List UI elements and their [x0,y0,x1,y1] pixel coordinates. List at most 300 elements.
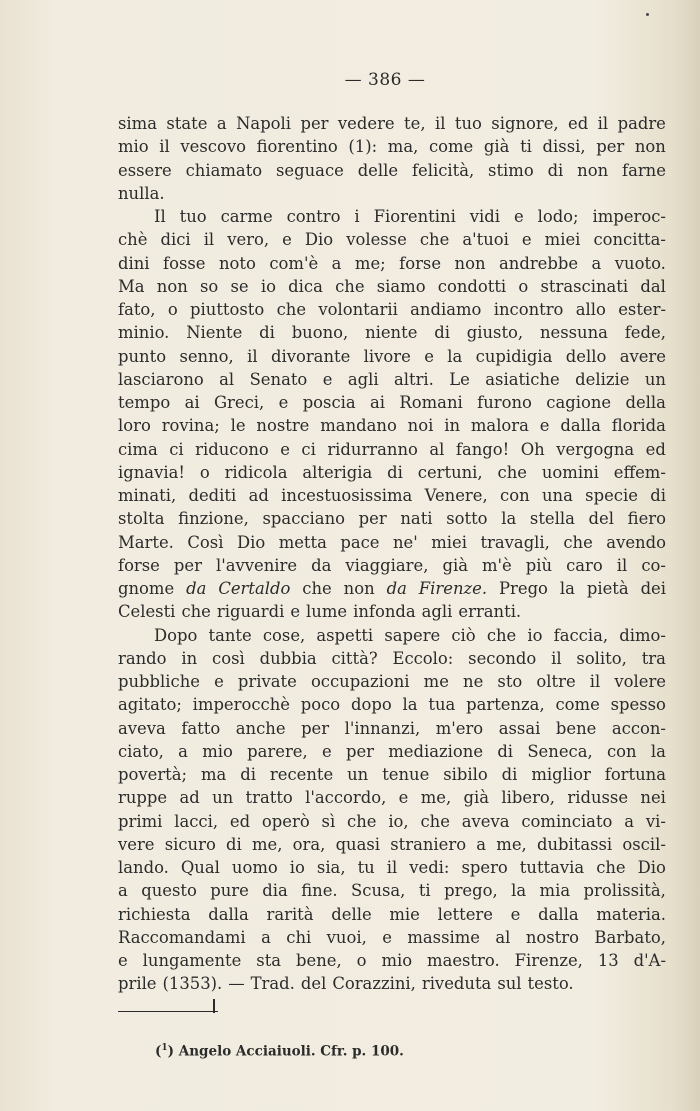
word: caro [566,555,603,575]
word: non [634,137,666,157]
word: private [237,672,297,691]
word: travagli, [480,532,550,552]
text-line [118,461,666,484]
word: (1353). [162,974,223,994]
word: tua [428,695,456,715]
word: un [644,369,666,389]
word: nulla. [118,183,165,203]
word: così [212,648,245,668]
word: Così [187,532,224,552]
word: minati, [118,486,177,505]
word: Oh [520,439,545,459]
word: al [495,927,511,947]
word: anche [235,718,286,738]
word: pubbliche [118,672,200,691]
word: rando [118,648,167,668]
word: e [521,230,532,250]
word: Barbato, [594,927,666,947]
word: tempo [118,393,171,412]
word: faccia, [553,625,609,645]
word: stella [529,509,575,529]
word: me, [251,834,283,854]
word: agitato; [118,695,182,715]
footnote-text: Angelo Acciaiuoli. Cfr. p. 100. [178,1043,404,1060]
word: dici [160,230,191,250]
word: chi [286,927,312,947]
text-line [118,252,666,275]
word: lodo; [537,207,579,226]
word: delle [357,160,399,180]
word: ridurranno [327,439,418,459]
word: uomo [231,858,278,877]
text-line [118,833,666,856]
word: Firenze. [418,579,488,598]
word: aveva [118,718,166,738]
word: e [539,416,550,436]
text-line [118,182,666,205]
word: asiatiche [485,369,560,389]
word: operò [261,811,310,831]
word: vuoi, [326,927,367,947]
text-line [118,414,666,437]
word: o [199,462,210,482]
word: massime [407,927,480,947]
word: noto [218,253,256,273]
word: piuttosto [190,300,265,319]
word: lando. [118,858,169,877]
word: a'tuoi [462,230,509,250]
word: che [420,811,450,831]
text-line [118,554,666,577]
word: di [650,486,666,505]
word: Ma [118,276,145,296]
word: sotto [446,509,488,529]
word: contro [286,207,341,226]
word: Firenze, [514,951,583,970]
text-line [118,926,666,949]
word: chè [118,230,148,250]
word: dissi, [542,137,586,157]
word: bene, [296,951,342,970]
word: stolta [118,509,165,529]
word: incestuosissima [281,486,413,505]
text-line [118,438,666,461]
word: che [563,532,593,552]
word: ai [184,393,200,412]
word: nostre [256,416,310,436]
word: specie [585,486,638,505]
text-line [118,717,666,740]
word: come [555,695,600,715]
word: lungamente [142,951,242,970]
word: me, [420,788,452,808]
footnote: ($^1$) Angelo Acciaiuoli. Cfr. p. 100. [155,1043,404,1060]
word: prile [118,974,157,994]
word: più [525,555,553,575]
word: poscia [302,393,356,412]
word: Dio [637,858,666,877]
word: io, [388,811,409,831]
word: testo. [527,974,574,994]
word: mio [118,137,149,157]
word: povertà; [118,765,188,784]
word: essere [118,160,172,180]
word: per [596,137,625,157]
word: Dopo [154,625,198,645]
word: solito, [576,648,627,668]
word: Venere, [424,486,488,505]
word: strascinati [540,276,629,296]
word: chiamato [185,160,263,180]
word: che [596,858,626,877]
word: sapere [384,625,441,645]
word: rarità [266,904,314,924]
word: a [591,253,602,273]
word: m'ero [435,718,484,738]
word: erranti. [458,602,522,622]
word: ora, [292,834,326,854]
word: pure [210,881,249,901]
word: tuo [454,114,482,133]
word: la [511,881,527,901]
word: agli [421,602,453,622]
word: partenza, [466,695,545,715]
word: signore, [491,114,559,133]
word: allo [575,300,606,319]
word: ti [520,137,532,157]
word: sì [321,811,336,831]
word: imperocchè [192,695,290,715]
word: condotti [437,276,507,296]
word: ma [200,765,227,784]
word: Trad. [250,974,295,994]
word: tuttavia [519,858,585,877]
word: parere, [247,741,308,761]
word: il [589,672,601,691]
word: vedere [337,114,395,133]
text-line [118,368,666,391]
text-line [118,763,666,786]
word: metta [278,532,327,552]
word: e [214,672,224,691]
word: che [335,276,365,296]
word: Napoli [236,114,292,133]
word: dia [262,881,288,901]
word: che [181,602,211,622]
word: fango! [455,439,510,459]
word: oltre [536,672,576,691]
text-line [118,786,666,809]
word: ed [645,439,666,459]
word: ester- [618,300,666,319]
word: il [551,648,562,668]
word: giusto, [466,323,524,343]
word: volontarii [318,300,398,319]
word: lacci, [174,811,219,831]
word: assai [498,718,541,738]
word: recente [269,765,334,784]
word: e [513,207,524,226]
word: ci [169,439,184,459]
word: ti [418,881,431,901]
ink-speck [646,13,649,16]
word: fato, [118,300,156,319]
text-line [118,159,666,182]
word: per [173,555,202,575]
word: carme [220,207,273,226]
word: mio [202,741,233,761]
text-line [118,903,666,926]
word: aveva [461,811,510,831]
word: vidi [469,207,500,226]
body-text [118,112,666,996]
word: te, [404,114,426,133]
word: ne' [393,532,418,552]
word: e [118,951,128,970]
word: vuoto. [614,253,666,273]
word: e [321,741,332,761]
word: effem- [613,462,666,482]
word: in [444,416,461,436]
word: sta [256,951,282,970]
word: sia, [316,858,346,877]
word: (1): [348,137,378,157]
word: straniero [390,834,467,854]
word: Fiorentini [373,207,456,226]
word: questo [141,881,197,901]
word: già [442,555,468,575]
word: maestro. [427,951,500,970]
word: vere [118,834,155,854]
word: per [301,718,330,738]
word: cose, [262,625,306,645]
word: altri. [393,369,434,389]
word: Seneca, [527,741,593,761]
word: ed [568,114,589,133]
text-line [118,345,666,368]
word: un [347,765,369,784]
word: imperoc- [592,207,666,226]
word: delle [331,904,372,924]
word: andrebbe [499,253,579,273]
text-line [118,135,666,158]
word: che [276,300,307,319]
text-line [118,972,666,995]
word: fine. [301,881,338,901]
word: di [501,765,518,784]
word: dubitassi [536,834,613,854]
word: io [260,276,276,296]
word: il [247,346,258,366]
word: se [230,276,249,296]
word: fatto [181,718,221,738]
word: agli [347,369,379,389]
word: nati [400,509,433,529]
word: di [387,462,403,482]
word: Raccomandami [118,927,246,947]
word: volesse [346,230,407,250]
word: viaggiare, [345,555,429,575]
word: e [278,393,289,412]
word: uomini [541,462,599,482]
word: fede, [624,323,666,343]
word: m'è [482,555,512,575]
text-line [118,879,666,902]
word: sibilo [443,765,488,784]
word: cima [118,439,158,459]
text-line [118,275,666,298]
word: ne [463,672,484,691]
word: a [261,927,271,947]
word: in [181,648,198,668]
word: l'avvenire [215,555,298,575]
word: del [300,974,327,994]
word: ed [229,811,251,831]
word: mandano [320,416,397,436]
word: tratto [245,788,293,808]
word: non [343,579,375,598]
word: Niente [186,323,243,343]
word: vedi: [409,858,450,877]
word: finzione, [178,509,249,529]
word: o [167,300,178,319]
word: seguace [276,160,344,180]
word: aspetti [316,625,374,645]
word: me; [354,253,386,273]
word: non [577,160,609,180]
word: le [230,416,246,436]
word: bene [555,718,597,738]
word: dica [288,276,323,296]
word: divorante [270,346,351,366]
word: la [650,741,666,761]
word: sicuro [164,834,216,854]
word: mie [389,904,420,924]
word: volere [614,672,666,691]
text-line [118,693,666,716]
word: gnome [118,579,175,598]
word: Senato [249,369,308,389]
word: lettere [437,904,493,924]
word: già [483,137,510,157]
word: miglior [531,765,591,784]
word: niente [365,323,418,343]
word: della [625,393,666,412]
word: o [518,276,529,296]
word: Le [449,369,470,389]
text-line [118,507,666,530]
word: dei [640,579,666,598]
text-line [118,298,666,321]
word: punto [118,346,167,366]
word: riguardi [216,602,285,622]
word: cupidigia [475,346,553,366]
word: dal [640,276,666,296]
word: una [541,486,573,505]
text-line [118,949,666,972]
word: a [216,114,227,133]
word: prego, [444,881,498,901]
word: ignavia! [118,462,185,482]
word: che [497,462,527,482]
word: buono, [291,323,349,343]
word: spesso [610,695,666,715]
word: sima [118,114,157,133]
word: secondo [468,648,537,668]
page-number: — 386 — [344,70,426,90]
text-line [118,856,666,879]
word: di [240,765,256,784]
text-line [118,647,666,670]
word: fiorentino [256,137,338,157]
word: mia [539,881,571,901]
word: l'innanzi, [344,718,421,738]
word: Greci, [213,393,265,412]
word: dello [565,346,607,366]
word: cominciato [521,811,613,831]
word: fiero [627,509,666,529]
word: la [447,346,463,366]
word: la [501,509,517,529]
word: come [428,137,474,157]
word: incontro [493,300,564,319]
word: ma, [387,137,419,157]
word: furono [477,393,532,412]
word: e [322,369,333,389]
word: che [302,579,332,598]
word: co- [641,555,666,575]
text-line [118,321,666,344]
word: Celesti [118,602,176,622]
word: io [289,858,305,877]
word: che [347,811,377,831]
word: me, [496,834,527,854]
word: Romani [399,393,463,412]
word: tu [357,858,375,877]
word: so [199,276,219,296]
text-line [118,600,666,623]
word: lume [306,602,348,622]
word: mediazione [388,741,484,761]
word: mio [381,951,413,970]
word: quasi [335,834,381,854]
word: che [419,230,450,250]
word: ci [301,439,316,459]
word: ciato, [118,741,164,761]
word: riducono [195,439,269,459]
word: non [156,276,188,296]
word: pietà [586,579,629,598]
text-line [118,228,666,251]
word: dalla [538,904,579,924]
word: dalla [560,416,601,436]
word: nei [640,788,666,808]
word: occupazioni [310,672,410,691]
word: ruppe [118,788,168,808]
word: andiamo [410,300,482,319]
word: primi [118,811,163,831]
word: Il [154,207,166,226]
word: prolissità, [583,881,666,901]
word: livore [363,346,411,366]
footnote-separator [118,1011,218,1012]
word: da [186,579,207,598]
word: riveduta [421,974,492,994]
word: il [597,114,609,133]
word: con [500,486,530,505]
word: di [259,323,275,343]
word: accon- [611,718,666,738]
